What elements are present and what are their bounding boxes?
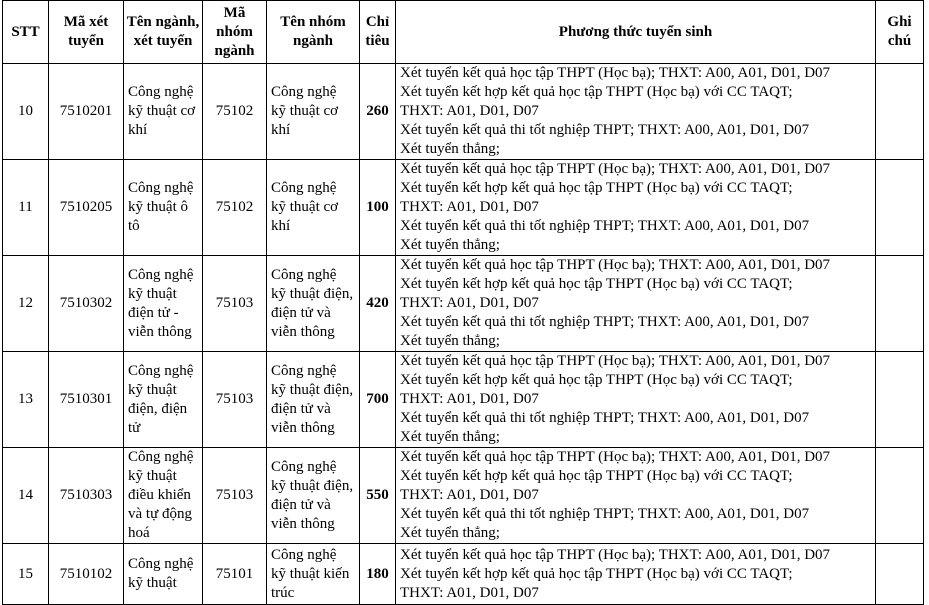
cell-ghi-chu [876,544,924,605]
cell-ghi-chu [876,256,924,352]
cell-ten-nhom: Công nghệ kỹ thuật điện, điện tử và viễn thông [267,352,360,448]
cell-ten-nganh: Công nghệ kỹ thuật điện tử - viễn thông [124,256,203,352]
cell-ma: 7510301 [49,352,124,448]
method-line: Xét tuyển kết hợp kết quả học tập THPT (Học bạ) với CC TAQT; [400,372,793,388]
method-line: Xét tuyển kết hợp kết quả học tập THPT (Học bạ) với CC TAQT; [400,276,793,292]
cell-ghi-chu [876,352,924,448]
header-ten-nganh: Tên ngành, xét tuyển [124,1,203,64]
table-row [3,544,924,605]
cell-ma-nhom: 75101 [203,544,267,605]
cell-ghi-chu [876,448,924,544]
method-line: Xét tuyển kết quả thi tốt nghiệp THPT; THXT: A00, A01, D01, D07 [400,410,810,426]
cell-ma: 7510303 [49,448,124,544]
cell-ten-nganh: Công nghệ kỹ thuật điều khiển và tự động hoá [124,448,203,544]
cell-chi-tieu: 180 [360,544,396,605]
method-line: THXT: A01, D01, D07 [400,295,539,311]
method-line: Xét tuyển kết hợp kết quả học tập THPT (Học bạ) với CC TAQT; [400,180,793,196]
cell-ma-nhom: 75103 [203,352,267,448]
header-ma-xet-tuyen: Mã xét tuyển [49,1,124,64]
cell-methods [396,64,876,160]
method-line: Xét tuyển kết hợp kết quả học tập THPT (Học bạ) với CC TAQT; [400,565,793,582]
cell-stt: 12 [3,256,49,352]
method-line: THXT: A01, D01, D07 [400,487,539,503]
cell-ten-nhom: Công nghệ kỹ thuật điện, điện tử và viễn thông [267,256,360,352]
cell-stt: 10 [3,64,49,160]
method-line: Xét tuyển kết quả thi tốt nghiệp THPT; THXT: A00, A01, D01, D07 [400,314,810,330]
cell-stt: 11 [3,160,49,256]
cell-chi-tieu: 700 [360,352,396,448]
cell-ma: 7510302 [49,256,124,352]
cell-ten-nhom: Công nghệ kỹ thuật cơ khí [267,160,360,256]
method-line: Xét tuyển thẳng; [400,333,500,349]
method-line: Xét tuyển kết quả thi tốt nghiệp THPT; THXT: A00, A01, D01, D07 [400,506,810,522]
cell-methods [396,448,876,544]
cell-methods [396,256,876,352]
cell-chi-tieu: 260 [360,64,396,160]
cell-ma: 7510201 [49,64,124,160]
method-line: Xét tuyển thẳng; [400,237,500,253]
cell-ma-nhom: 75103 [203,256,267,352]
method-line: Xét tuyển kết hợp kết quả học tập THPT (Học bạ) với CC TAQT; [400,468,793,484]
header-ma-nhom-nganh: Mã nhóm ngành [203,1,267,64]
cell-methods [396,160,876,256]
header-stt: STT [3,1,49,64]
header-ten-nhom-nganh: Tên nhóm ngành [267,1,360,64]
cell-ma: 7510102 [49,544,124,605]
table-row [3,448,924,544]
header-ghi-chu: Ghi chú [876,1,924,64]
method-line: Xét tuyển kết quả thi tốt nghiệp THPT; THXT: A00, A01, D01, D07 [400,218,810,234]
cell-methods [396,544,876,605]
method-line: Xét tuyển kết hợp kết quả học tập THPT (Học bạ) với CC TAQT; [400,84,793,100]
header-row [3,1,924,64]
cell-ten-nhom: Công nghệ kỹ thuật cơ khí [267,64,360,160]
method-line: Xét tuyển kết quả thi tốt nghiệp THPT; THXT: A00, A01, D01, D07 [400,122,810,138]
header-chi-tieu: Chỉ tiêu [360,1,396,64]
cell-stt: 13 [3,352,49,448]
cell-stt: 15 [3,544,49,605]
cell-ten-nhom: Công nghệ kỹ thuật kiến trúc [267,544,360,605]
method-line: THXT: A01, D01, D07 [400,584,539,601]
cell-ma-nhom: 75103 [203,448,267,544]
method-line: Xét tuyển kết quả học tập THPT (Học bạ); THXT: A00, A01, D01, D07 [400,546,831,563]
cell-methods [396,352,876,448]
cell-ten-nganh: Công nghệ kỹ thuật ô tô [124,160,203,256]
method-line: THXT: A01, D01, D07 [400,391,539,407]
method-line: THXT: A01, D01, D07 [400,103,539,119]
method-line: Xét tuyển kết quả học tập THPT (Học bạ); THXT: A00, A01, D01, D07 [400,449,831,465]
method-line: Xét tuyển thẳng; [400,141,500,157]
cell-ten-nganh: Công nghệ kỹ thuật điện, điện tử [124,352,203,448]
cell-ten-nganh: Công nghệ kỹ thuật [124,544,203,605]
cell-chi-tieu: 420 [360,256,396,352]
cell-ma-nhom: 75102 [203,64,267,160]
method-line: Xét tuyển kết quả học tập THPT (Học bạ); THXT: A00, A01, D01, D07 [400,65,831,81]
cell-ghi-chu [876,160,924,256]
table-row [3,160,924,256]
method-line: Xét tuyển kết quả học tập THPT (Học bạ); THXT: A00, A01, D01, D07 [400,161,831,177]
method-line: Xét tuyển kết quả học tập THPT (Học bạ); THXT: A00, A01, D01, D07 [400,257,831,273]
table-row [3,352,924,448]
method-line: THXT: A01, D01, D07 [400,199,539,215]
method-line: Xét tuyển kết quả học tập THPT (Học bạ); THXT: A00, A01, D01, D07 [400,353,831,369]
cell-ten-nhom: Công nghệ kỹ thuật điện, điện tử và viễn thông [267,448,360,544]
table-row [3,256,924,352]
cell-chi-tieu: 100 [360,160,396,256]
cell-chi-tieu: 550 [360,448,396,544]
header-phuong-thuc: Phương thức tuyển sinh [396,1,876,64]
cell-ma: 7510205 [49,160,124,256]
cell-ten-nganh: Công nghệ kỹ thuật cơ khí [124,64,203,160]
cell-stt: 14 [3,448,49,544]
method-line: Xét tuyển thẳng; [400,525,500,541]
table-row [3,64,924,160]
method-line: Xét tuyển thẳng; [400,429,500,445]
admission-table [2,0,924,605]
cell-ma-nhom: 75102 [203,160,267,256]
cell-ghi-chu [876,64,924,160]
